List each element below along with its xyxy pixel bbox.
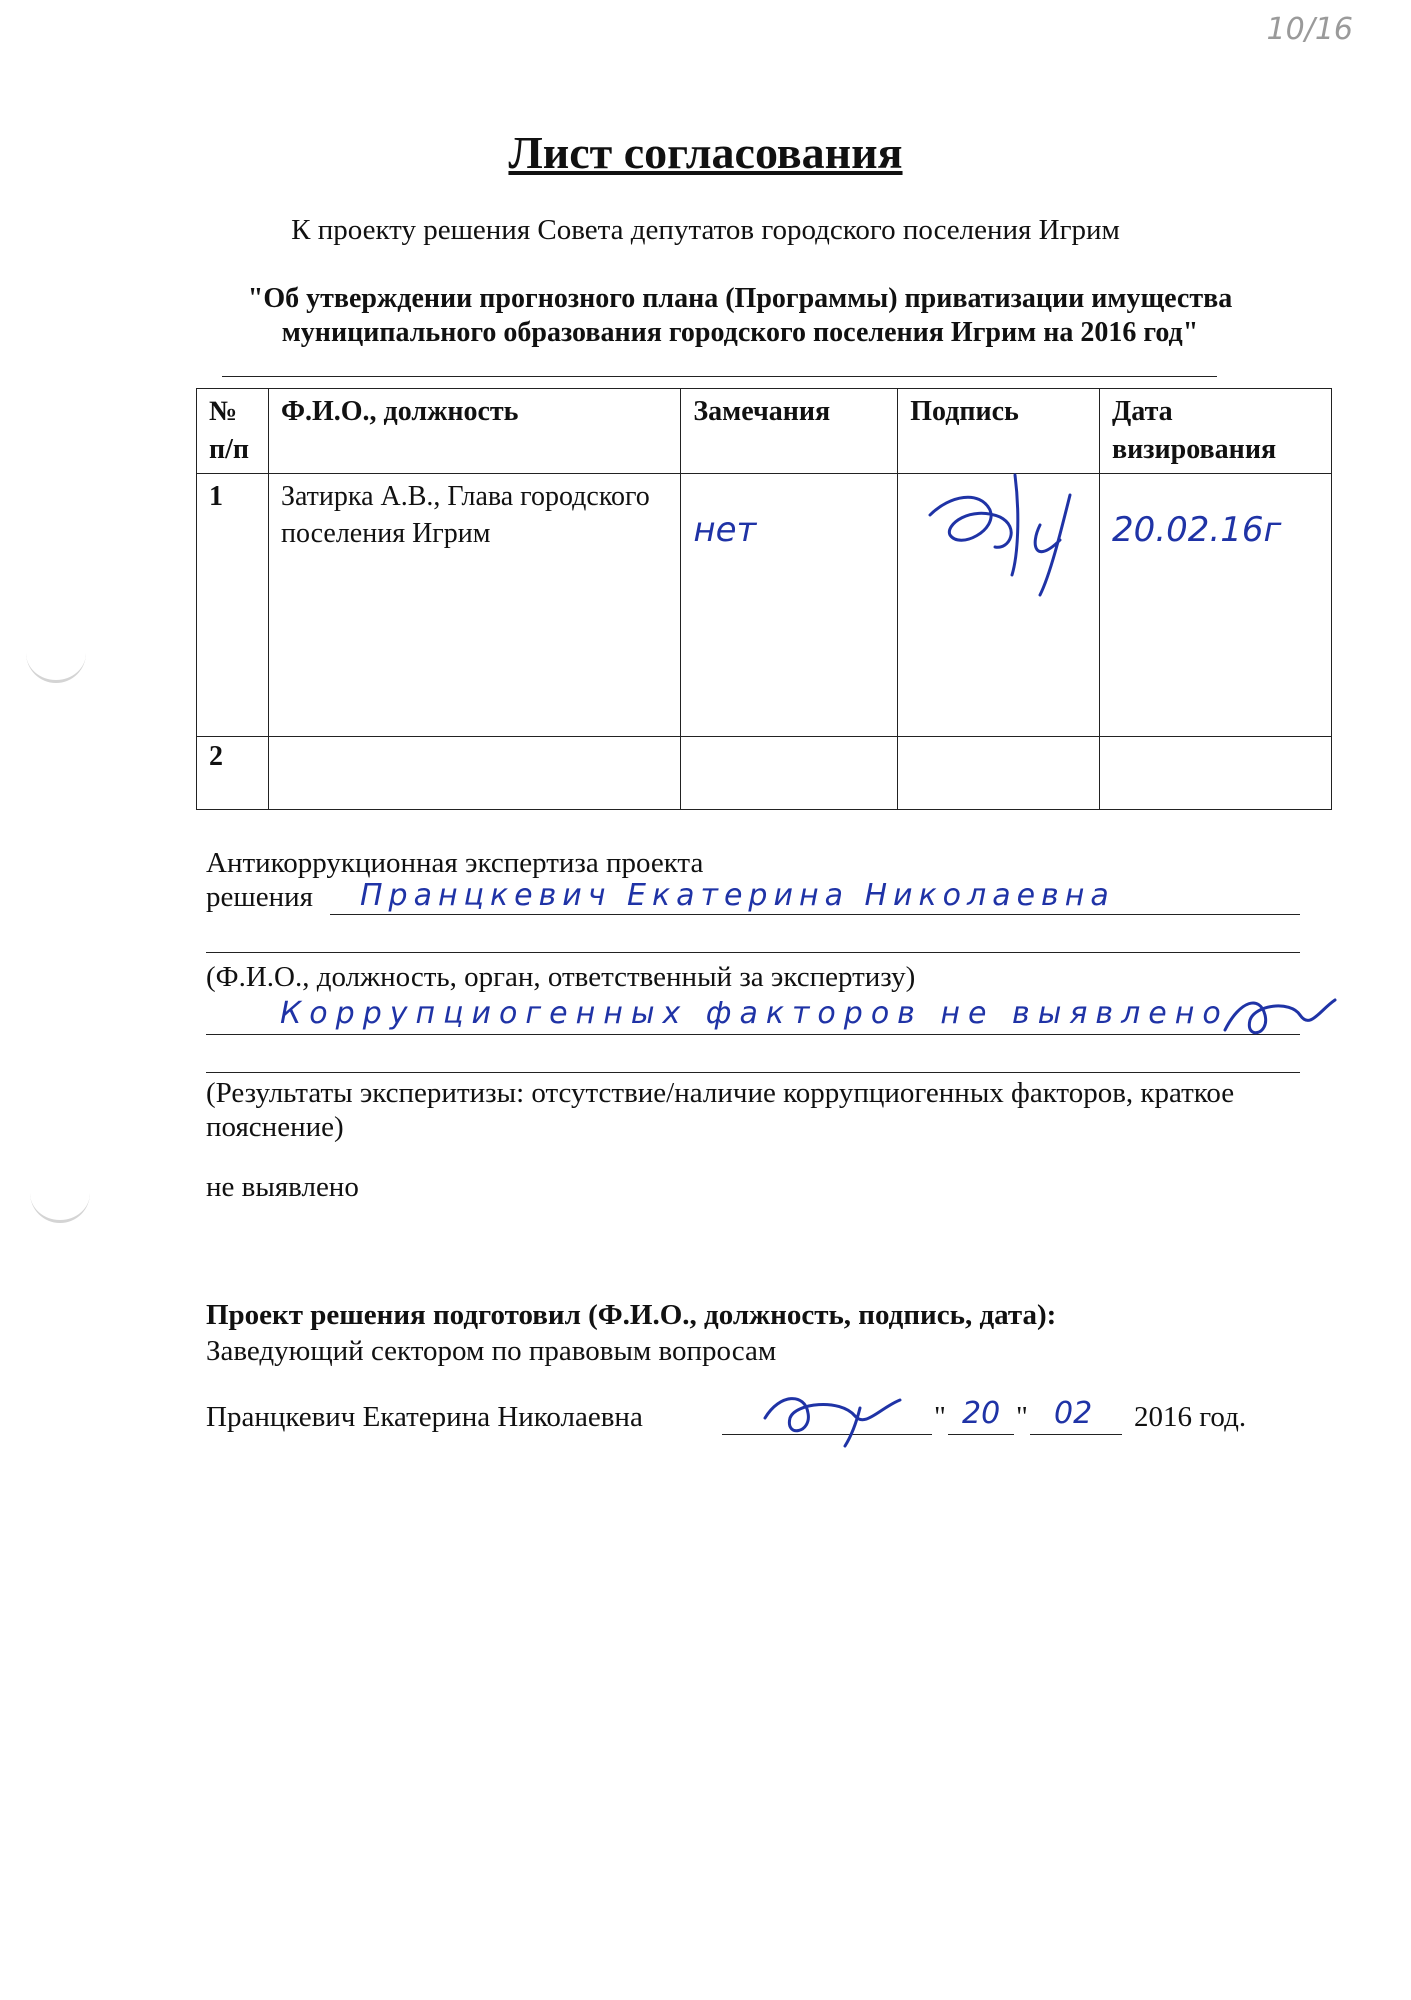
- expertise-label-decision: решения: [206, 881, 313, 913]
- punch-hole-top: [26, 650, 86, 683]
- row-signature: [898, 737, 1100, 810]
- header-name: Ф.И.О., должность: [268, 389, 680, 474]
- document-subtitle: К проекту решения Совета депутатов городского поселения Игрим: [291, 214, 1120, 246]
- title-rule: [222, 376, 1217, 377]
- expertise-label: Антикоррукционная экспертиза проекта: [206, 847, 704, 879]
- punch-hole-bottom: [30, 1190, 90, 1223]
- page-number: 10/16: [1266, 12, 1353, 47]
- expert-name-handwritten: Пранцкевич Екатерина Николаевна: [360, 878, 1115, 913]
- result-handwritten: Коррупциогенных факторов не выявлено: [280, 996, 1229, 1031]
- header-remarks: Замечания: [681, 389, 898, 474]
- document-title: Лист согласования: [508, 127, 903, 178]
- result-line-2: [206, 1042, 1300, 1073]
- row-date: [1100, 737, 1332, 810]
- expert-caption: (Ф.И.О., должность, орган, ответственный за экспертизу): [206, 961, 916, 993]
- signature-mark: [920, 455, 1090, 605]
- prepared-day: 20: [962, 1396, 1001, 1431]
- result-value: не выявлено: [206, 1171, 359, 1203]
- row-name: [268, 737, 680, 810]
- quote-close: ": [1016, 1401, 1028, 1433]
- quote-open: ": [934, 1401, 946, 1433]
- prepared-signature-mark: [760, 1388, 910, 1448]
- table-row: [197, 737, 1332, 810]
- expert-extra-line: [206, 920, 1300, 953]
- document-name: "Об утверждении прогнозного плана (Программы) приватизации имущества муниципального образования городского поселения Игрим на 2016 год": [247, 283, 1233, 348]
- prepared-month: 02: [1054, 1396, 1093, 1431]
- prepared-name: Пранцкевич Екатерина Николаевна: [206, 1401, 643, 1433]
- row-remarks: [681, 737, 898, 810]
- prepared-year: 2016 год.: [1134, 1401, 1247, 1433]
- result-caption: (Результаты эксперитизы: отсутствие/наличие коррупциогенных факторов, краткое пояснение): [206, 1077, 1235, 1143]
- table-row: [197, 474, 1332, 737]
- prepared-position: Заведующий сектором по правовым вопросам: [206, 1335, 777, 1367]
- approval-table: [196, 388, 1332, 810]
- row-name: Затирка А.В., Глава городского поселения Игрим: [268, 474, 680, 737]
- expert-signature-mark: [1220, 990, 1340, 1050]
- row-number: 2: [197, 737, 269, 810]
- row-remarks: нет: [681, 474, 898, 737]
- prepared-heading: Проект решения подготовил (Ф.И.О., должность, подпись, дата):: [206, 1299, 1057, 1331]
- header-date: Дата визирования: [1100, 389, 1332, 474]
- row-number: 1: [197, 474, 269, 737]
- table-header-row: [197, 389, 1332, 474]
- row-date: 20.02.16г: [1100, 474, 1332, 737]
- header-signature: Подпись: [898, 389, 1100, 474]
- header-num: № п/п: [197, 389, 269, 474]
